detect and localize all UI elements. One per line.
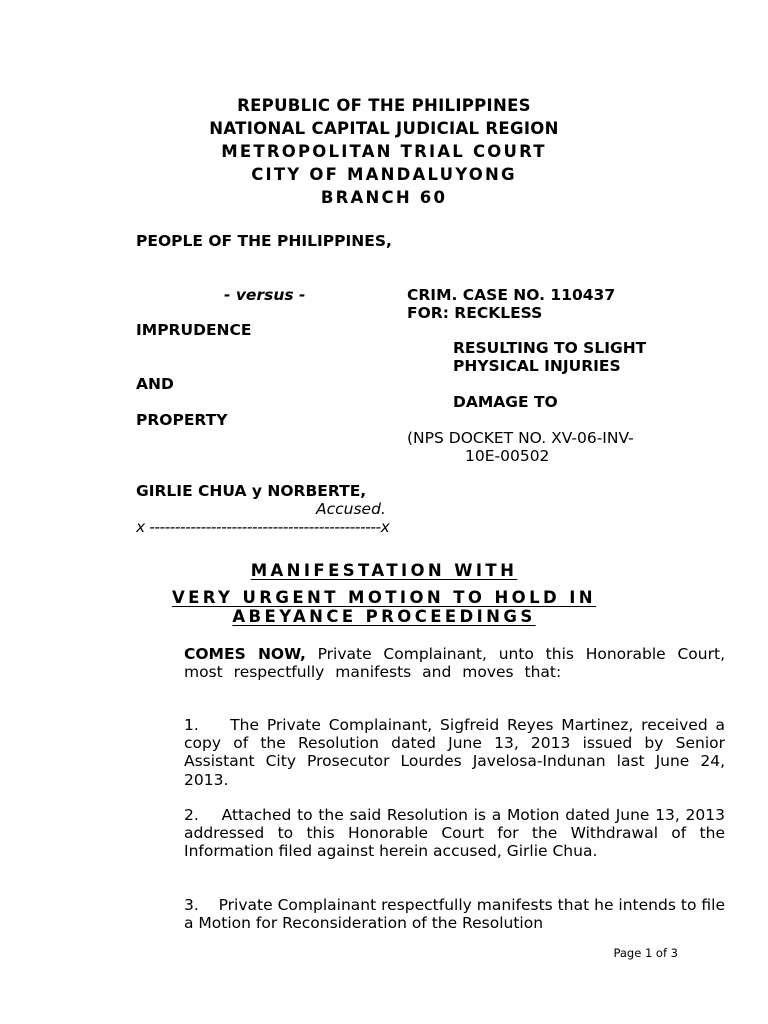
page-number: Page 1 of 3 <box>613 946 678 960</box>
header-region: NATIONAL CAPITAL JUDICIAL REGION <box>209 119 559 138</box>
header-city: CITY OF MANDALUYONG <box>251 165 517 184</box>
court-header <box>0 94 768 209</box>
paragraph-3: 3. Private Complainant respectfully manifests that he intends to file a Motion for Reconsideration of the Resolution <box>184 896 725 933</box>
document-title-line-1 <box>0 561 768 580</box>
header-branch: BRANCH 60 <box>320 188 448 207</box>
caption-separator: x ---------------------------------------------x <box>136 518 390 536</box>
caption-left-and: AND <box>136 375 174 393</box>
header-republic: REPUBLIC OF THE PHILIPPINES <box>237 96 531 115</box>
intro-paragraph <box>136 645 725 681</box>
accused-label: Accused. <box>316 500 386 518</box>
case-number: CRIM. CASE NO. 110437 <box>407 286 616 304</box>
title-text-3: ABEYANCE PROCEEDINGS <box>232 607 536 626</box>
paragraph-2: 2. Attached to the said Resolution is a Motion dated June 13, 2013 addressed to this Honorable Court for the Withdrawal of the Information filed against herein accused, Girlie Chua. <box>184 806 725 861</box>
title-text-2: VERY URGENT MOTION TO HOLD IN <box>171 588 597 607</box>
title-text-1: MANIFESTATION WITH <box>250 561 518 580</box>
document-title-line-2 <box>0 588 768 607</box>
paragraph-1: 1. The Private Complainant, Sigfreid Reyes Martinez, received a copy of the Resolution dated June 13, 2013 issued by Senior Assistant City Prosecutor Lourdes Javelosa-Indunan last June 24, 2013. <box>184 716 725 789</box>
caption-plaintiff: PEOPLE OF THE PHILIPPINES, <box>136 232 392 250</box>
offense-line-2: PHYSICAL INJURIES <box>453 357 621 375</box>
document-title-line-3 <box>0 607 768 626</box>
caption-versus: - versus - <box>224 286 306 304</box>
caption-left-property: PROPERTY <box>136 411 228 429</box>
offense-line-1: RESULTING TO SLIGHT <box>453 339 647 357</box>
header-court: METROPOLITAN TRIAL COURT <box>221 142 547 161</box>
case-for-label: FOR: RECKLESS <box>407 304 543 322</box>
offense-line-3: DAMAGE TO <box>453 393 558 411</box>
docket-line-1: (NPS DOCKET NO. XV-06-INV- <box>407 429 634 447</box>
intro-text: Private Complainant, unto this Honorable Court, most respectfully manifests and moves that: <box>184 645 725 682</box>
accused-name: GIRLIE CHUA y NORBERTE, <box>136 482 367 500</box>
docket-line-2: 10E-00502 <box>465 447 550 465</box>
intro-bold-lead: COMES NOW, <box>184 645 306 663</box>
caption-left-imprudence: IMPRUDENCE <box>136 321 252 339</box>
